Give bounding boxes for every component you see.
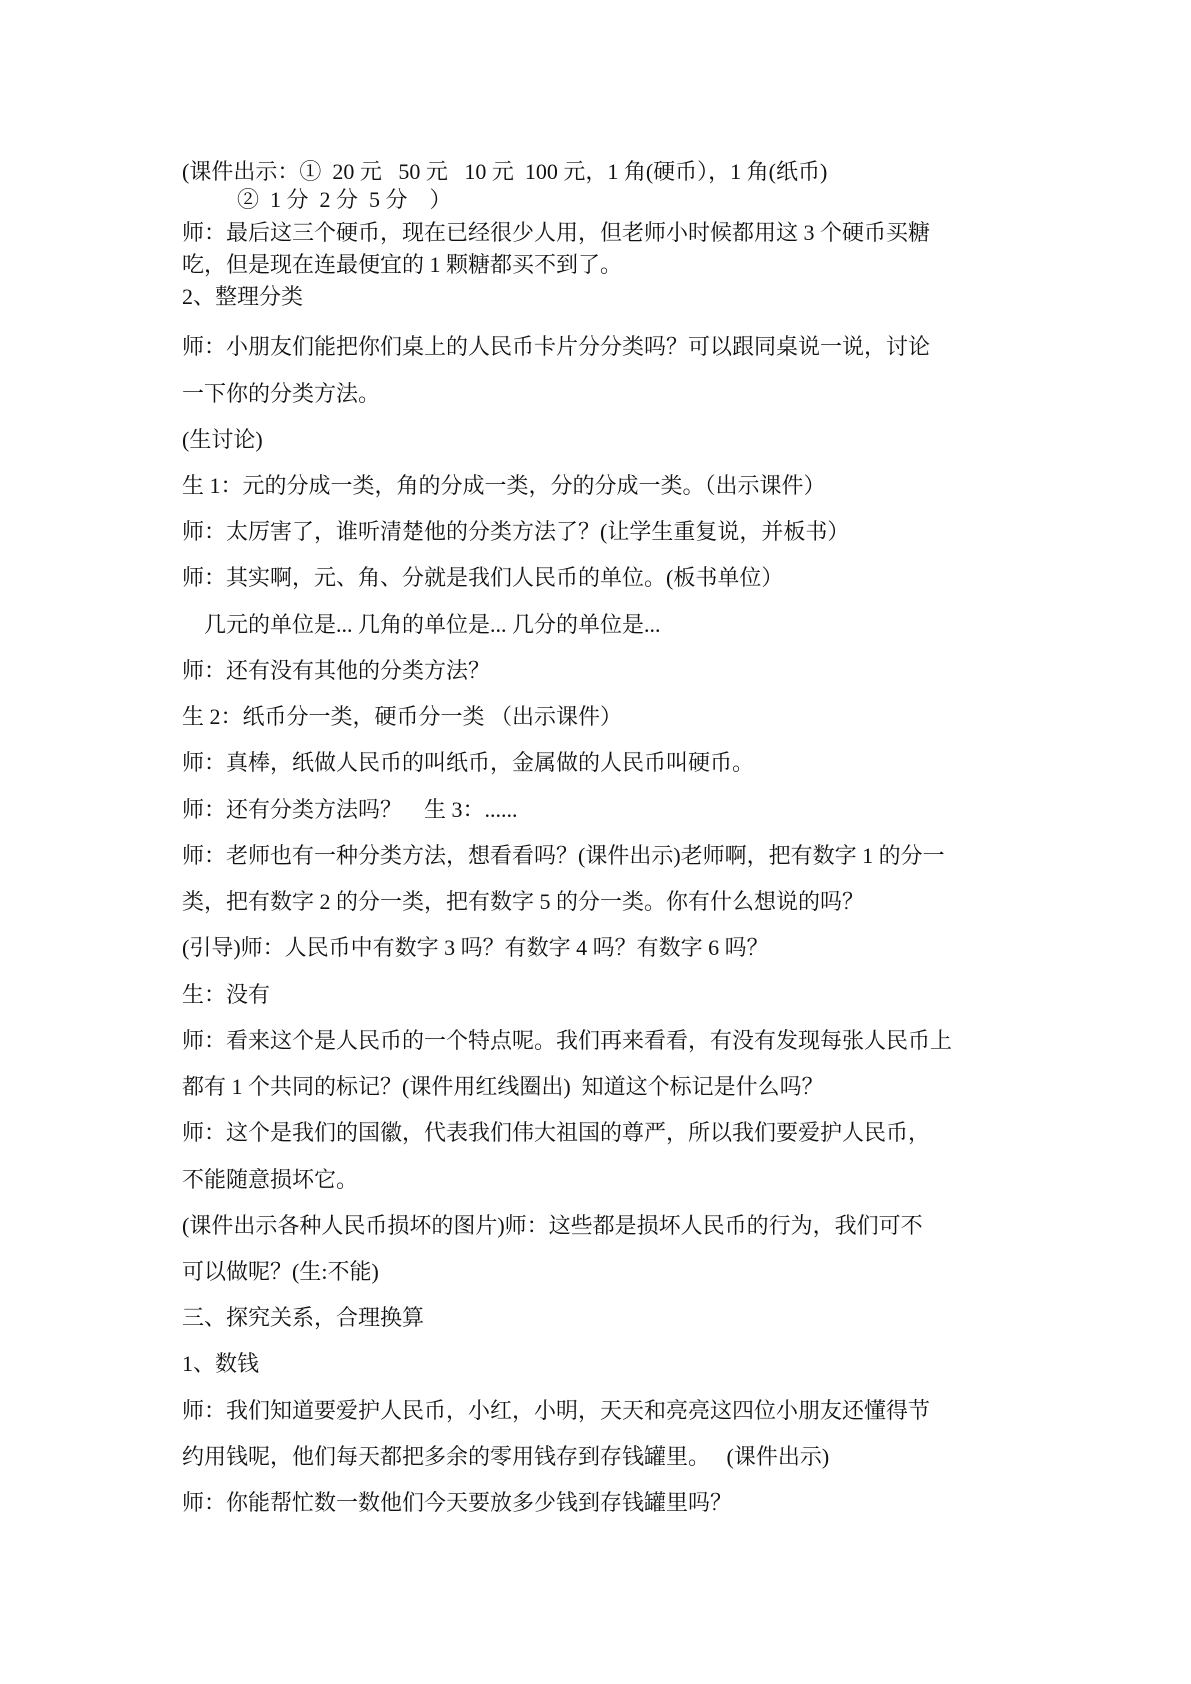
text-line: (课件出示：① 20 元 50 元 10 元 100 元，1 角(硬币），1 角(纸币) bbox=[182, 159, 828, 184]
text-line: 师：还有没有其他的分类方法？ bbox=[182, 658, 491, 683]
text-line: 几元的单位是... 几角的单位是... 几分的单位是... bbox=[182, 612, 661, 637]
text-line: 都有 1 个共同的标记？(课件用红线圈出) 知道这个标记是什么吗？ bbox=[182, 1074, 824, 1099]
text-line: 师：还有分类方法吗？ 生 3：...... bbox=[182, 797, 518, 822]
text-line: 师：老师也有一种分类方法，想看看吗？(课件出示)老师啊，把有数字 1 的分一 bbox=[182, 843, 945, 868]
text-line: 生：没有 bbox=[182, 982, 271, 1007]
text-line: 生 2：纸币分一类，硬币分一类 （出示课件） bbox=[182, 704, 623, 729]
text-line: 师：真棒，纸做人民币的叫纸币，金属做的人民币叫硬币。 bbox=[182, 750, 755, 775]
text-line: 生 1：元的分成一类，角的分成一类，分的分成一类。（出示课件） bbox=[182, 473, 826, 498]
section-heading: 三、探究关系，合理换算 bbox=[182, 1305, 425, 1330]
text-line: 师：你能帮忙数一数他们今天要放多少钱到存钱罐里吗？ bbox=[182, 1490, 733, 1515]
text-line: 师：其实啊，元、角、分就是我们人民币的单位。(板书单位） bbox=[182, 565, 784, 590]
text-line: 类，把有数字 2 的分一类，把有数字 5 的分一类。你有什么想说的吗？ bbox=[182, 889, 865, 914]
text-line: 不能随意损坏它。 bbox=[182, 1167, 359, 1192]
text-line: 师：最后这三个硬币，现在已经很少人用，但老师小时候都用这 3 个硬币买糖 bbox=[182, 220, 931, 245]
text-line: ② 1 分 2 分 5 分 ） bbox=[182, 187, 452, 212]
section-heading: 2、整理分类 bbox=[182, 284, 304, 309]
section-heading: 1、数钱 bbox=[182, 1351, 260, 1376]
text-line: 约用钱呢，他们每天都把多余的零用钱存到存钱罐里。 (课件出示) bbox=[182, 1444, 830, 1469]
text-line: 可以做呢？(生:不能) bbox=[182, 1259, 379, 1284]
text-line: 师：小朋友们能把你们桌上的人民币卡片分分类吗？可以跟同桌说一说，讨论 bbox=[182, 334, 931, 359]
text-line: 吃，但是现在连最便宜的 1 颗糖都买不到了。 bbox=[182, 252, 623, 277]
text-line: 一下你的分类方法。 bbox=[182, 381, 381, 406]
text-line: (课件出示各种人民币损坏的图片)师：这些都是损坏人民币的行为，我们可不 bbox=[182, 1213, 923, 1238]
text-line: 师：我们知道要爱护人民币，小红，小明，天天和亮亮这四位小朋友还懂得节 bbox=[182, 1398, 931, 1423]
text-line: (引导)师：人民币中有数字 3 吗？有数字 4 吗？有数字 6 吗？ bbox=[182, 935, 769, 960]
text-line: 师：看来这个是人民币的一个特点呢。我们再来看看，有没有发现每张人民币上 bbox=[182, 1028, 953, 1053]
text-line: 师：这个是我们的国徽，代表我们伟大祖国的尊严，所以我们要爱护人民币， bbox=[182, 1120, 931, 1145]
text-line: (生讨论) bbox=[182, 427, 263, 452]
text-line: 师：太厉害了，谁听清楚他的分类方法了？(让学生重复说，并板书） bbox=[182, 519, 850, 544]
